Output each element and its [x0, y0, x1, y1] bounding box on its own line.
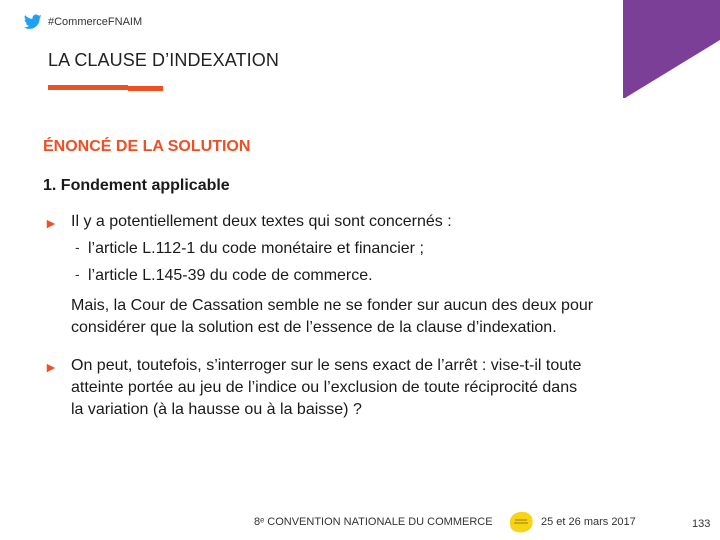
page-number: 133	[692, 518, 711, 530]
bullet-line: On peut, toutefois, s’interroger sur le sens exact de l’arrêt : vise-t-il toute	[71, 357, 582, 374]
title-underline	[48, 85, 128, 90]
title-underline-accent	[128, 86, 163, 91]
corner-decoration	[623, 0, 720, 98]
bullet-arrow-icon: ►	[44, 359, 58, 375]
dash-marker: -	[75, 239, 80, 255]
slide-title: LA CLAUSE D’INDEXATION	[48, 50, 279, 70]
footer-date: 25 et 26 mars 2017	[541, 516, 636, 528]
sub-item: l’article L.112-1 du code monétaire et financier ;	[88, 240, 424, 257]
convention-logo-icon	[506, 509, 536, 535]
twitter-icon	[24, 14, 42, 30]
footer-convention: 8ᵉ CONVENTION NATIONALE DU COMMERCE	[254, 516, 493, 528]
hashtag-label: #CommerceFNAIM	[48, 16, 143, 28]
bullet-line: la variation (à la hausse ou à la baisse) ?	[71, 401, 362, 418]
bullet-line: atteinte portée au jeu de l’indice ou l’exclusion de toute réciprocité dans	[71, 379, 578, 396]
continuation-line: considérer que la solution est de l’essence de la clause d’indexation.	[71, 319, 557, 336]
subheading: 1. Fondement applicable	[43, 177, 230, 194]
bullet-text: Il y a potentiellement deux textes qui sont concernés :	[71, 213, 452, 230]
dash-marker: -	[75, 266, 80, 282]
bullet-arrow-icon: ►	[44, 215, 58, 231]
section-heading: ÉNONCÉ DE LA SOLUTION	[43, 138, 251, 155]
continuation-line: Mais, la Cour de Cassation semble ne se fonder sur aucun des deux pour	[71, 297, 594, 314]
sub-item: l’article L.145-39 du code de commerce.	[88, 267, 373, 284]
